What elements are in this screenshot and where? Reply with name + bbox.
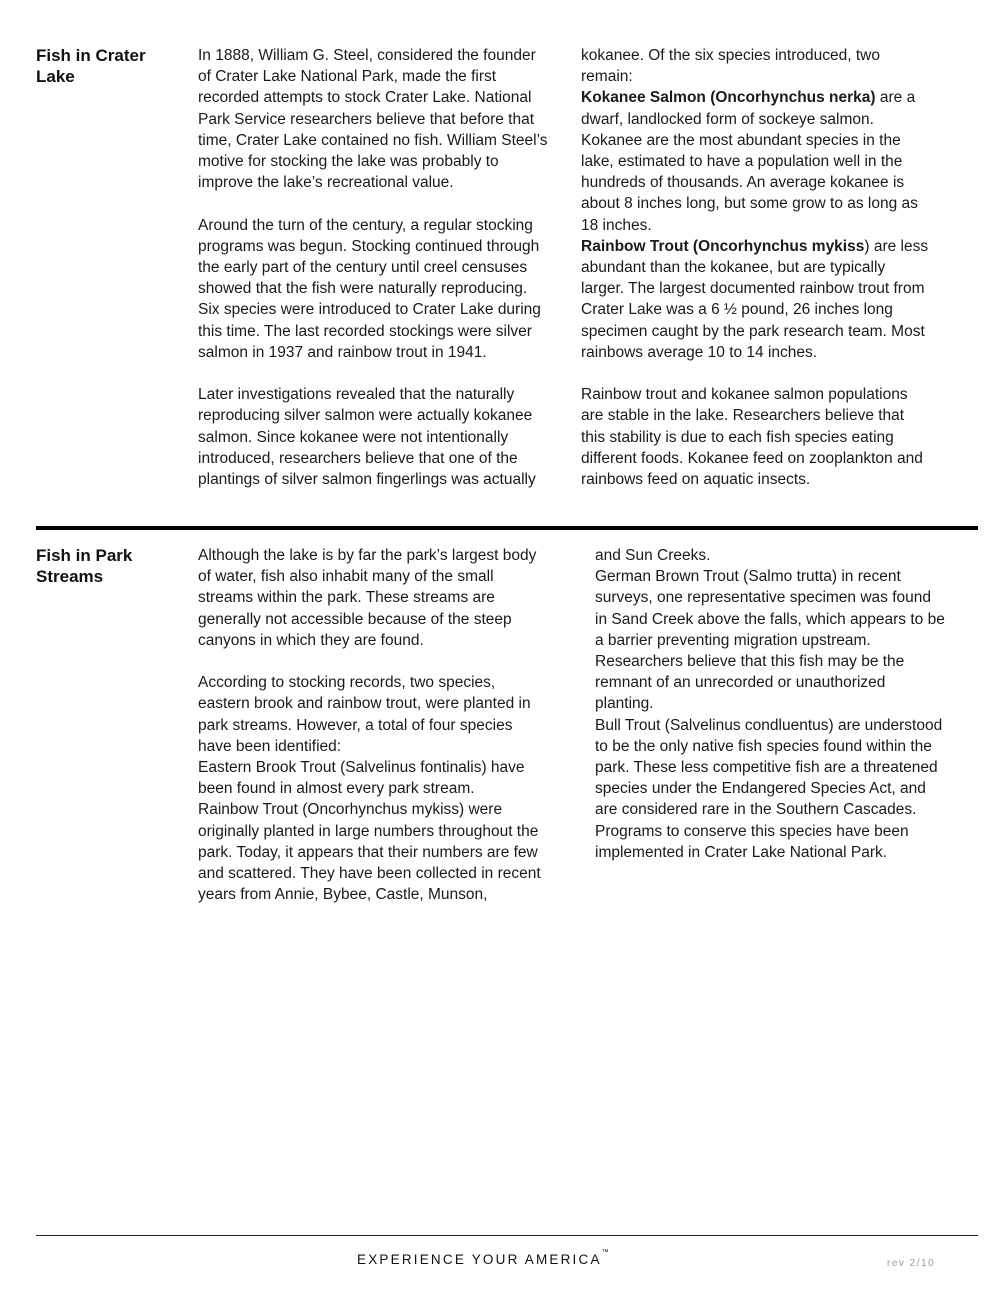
column-right <box>581 45 931 490</box>
species-description: ) are less abundant than the kokanee, but are typically larger. The largest documented rainbow trout from Crater Lake was a 6 ½ pound, 26 inches long specimen caught by the park research team. Most rainbows average 10 to 14 inches. <box>581 237 929 361</box>
species-description: are a dwarf, landlocked form of sockeye salmon. Kokanee are the most abundant species in the lake, estimated to have a population well in the hundreds of thousands. An average kokanee is about 8 inches long, but some grow to as long as 18 inches. <box>581 89 918 234</box>
species-name: Kokanee Salmon (Oncorhynchus nerka) <box>581 89 876 107</box>
species-kokanee <box>581 87 931 235</box>
section-heading: Fish in Crater Lake <box>36 46 146 86</box>
species-rainbow-trout <box>581 236 931 363</box>
paragraph: kokanee. Of the six species introduced, two remain: <box>581 47 880 86</box>
paragraph: According to stocking records, two species, eastern brook and rainbow trout, were planted in park streams. However, a total of four species have been identified: <box>198 674 531 755</box>
tagline-text: EXPERIENCE YOUR AMERICA <box>357 1252 602 1267</box>
footer-tagline <box>357 1249 609 1267</box>
species-rainbow-trout: Rainbow Trout (Oncorhynchus mykiss) were originally planted in large numbers throughout the park. Today, it appears that their numbers are few and scattered. They have been collected in recent years from Annie, Bybee, Castle, Munson, <box>198 801 541 904</box>
species-german-brown-trout: German Brown Trout (Salmo trutta) in recent surveys, one representative specimen was found in Sand Creek above the falls, which appears to be a barrier preventing migration upstream. Researchers believe that this fish may be the remnant of an unrecorded or unauthorized planting. <box>595 568 945 713</box>
column-right <box>595 545 945 863</box>
trademark-symbol: ™ <box>601 1249 609 1256</box>
section-heading: Fish in Park Streams <box>36 546 133 586</box>
species-eastern-brook-trout: Eastern Brook Trout (Salvelinus fontinalis) have been found in almost every park stream. <box>198 759 525 798</box>
paragraph: Around the turn of the century, a regular stocking programs was begun. Stocking continued through the early part of the century until creel censuses showed that the fish were naturally reproducing. Six species were introduced to Crater Lake during this time. The last recorded stockings were silver salmon in 1937 and rainbow trout in 1941. <box>198 216 541 361</box>
species-name: Rainbow Trout (Oncorhynchus mykiss <box>581 237 865 255</box>
species-bull-trout: Bull Trout (Salvelinus condluentus) are understood to be the only native fish species found within the park. These less competitive fish are a threatened species under the Endangered Species Act, and are considered rare in the Southern Cascades. Programs to conserve this species have been implemented in Crater Lake National Park. <box>595 716 943 861</box>
column-left <box>198 45 548 490</box>
paragraph: Rainbow trout and kokanee salmon populations are stable in the lake. Researchers believe that this stability is due to each fish species eating different foods. Kokanee feed on zooplankton and rainbows feed on aquatic insects. <box>581 386 923 489</box>
paragraph: Later investigations revealed that the naturally reproducing silver salmon were actually kokanee salmon. Since kokanee were not intentionally introduced, researchers believe that one of the plantings of silver salmon fingerlings was actually <box>198 386 536 489</box>
paragraph: In 1888, William G. Steel, considered the founder of Crater Lake National Park, made the first recorded attempts to stock Crater Lake. National Park Service researchers believe that before that time, Crater Lake contained no fish. William Steel’s motive for stocking the lake was probably to improve the lake’s recreational value. <box>198 47 548 192</box>
revision-label: rev 2/10 <box>887 1258 936 1269</box>
paragraph: and Sun Creeks. <box>595 547 711 564</box>
section-divider <box>36 526 978 530</box>
paragraph: Although the lake is by far the park’s largest body of water, fish also inhabit many of the small streams within the park. These streams are generally not accessible because of the steep canyons in which they are found. <box>198 547 537 649</box>
footer-rule <box>36 1235 978 1236</box>
column-left <box>198 545 548 905</box>
